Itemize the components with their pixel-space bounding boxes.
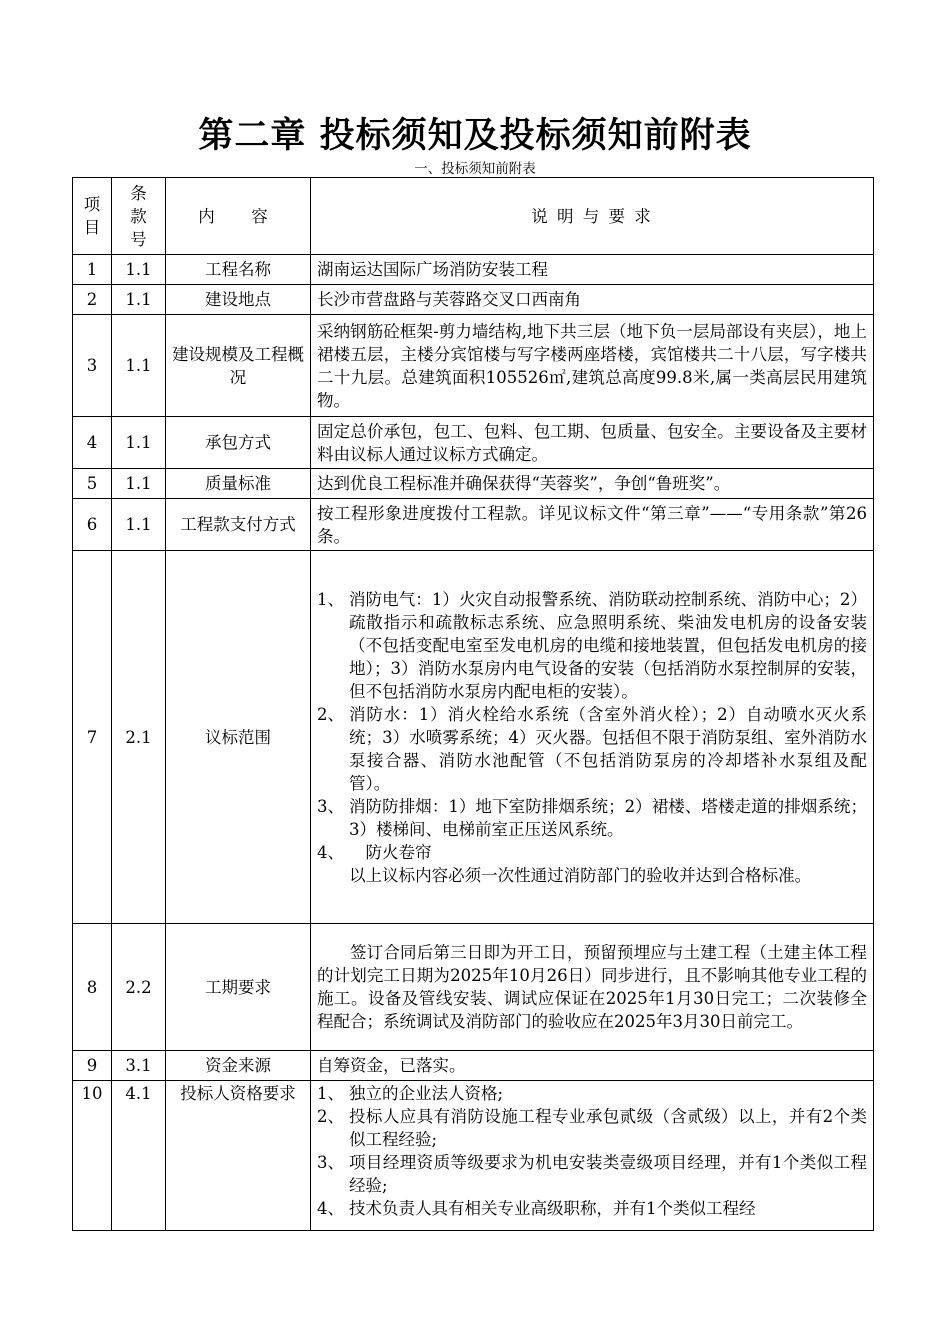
row-desc xyxy=(311,551,874,924)
header-clause-char: 条 xyxy=(130,183,147,203)
list-item-text: 技术负责人具有相关专业高级职称，并有1个类似工程经 xyxy=(349,1199,756,1218)
list-item-number: 1、 xyxy=(317,589,344,609)
row-no: 10 xyxy=(73,1081,112,1231)
header-item-char: 目 xyxy=(83,218,101,237)
list-item xyxy=(317,1197,867,1220)
table-row xyxy=(73,499,874,551)
list-item xyxy=(317,703,867,795)
table-row xyxy=(73,255,874,285)
header-desc-label: 说 明 与 要 求 xyxy=(531,206,653,226)
scope-note: 以上议标内容必须一次性通过消防部门的验收并达到合格标准。 xyxy=(349,865,812,885)
row-no: 3 xyxy=(73,315,112,417)
list-item-number: 3、 xyxy=(317,796,344,816)
bid-notice-table xyxy=(72,177,874,1231)
header-clause xyxy=(112,178,166,255)
list-item-number: 2、 xyxy=(317,704,344,724)
row-clause: 4.1 xyxy=(112,1081,166,1231)
list-item-number: 4、 xyxy=(317,1199,344,1218)
row-desc: 长沙市营盘路与芙蓉路交叉口西南角 xyxy=(311,285,874,315)
list-item-text: 独立的企业法人资格; xyxy=(349,1084,504,1103)
chapter-title: 第二章 投标须知及投标须知前附表 xyxy=(198,116,752,156)
row-no: 1 xyxy=(73,255,112,285)
header-content xyxy=(166,178,311,255)
table-row xyxy=(73,1051,874,1081)
row-clause: 2.2 xyxy=(112,924,166,1051)
table-row xyxy=(73,469,874,499)
row-desc: 固定总价承包，包工、包料、包工期、包质量、包安全。主要设备及主要材料由议标人通过议标方式确定。 xyxy=(311,417,874,469)
list-item-text: 投标人应具有消防设施工程专业承包贰级（含贰级）以上，并有2个类似工程经验; xyxy=(349,1107,867,1149)
row-name: 资金来源 xyxy=(166,1051,311,1081)
list-item xyxy=(317,795,867,841)
table-caption: 一、投标须知前附表 xyxy=(414,161,536,177)
list-item-text: 消防防排烟：1）地下室防排烟系统；2）裙楼、塔楼走道的排烟系统；3）楼梯间、电梯前室正压送风系统。 xyxy=(349,796,867,839)
list-item xyxy=(317,588,867,703)
row-desc: 湖南运达国际广场消防安装工程 xyxy=(311,255,874,285)
row-name: 工程名称 xyxy=(166,255,311,285)
row-name: 承包方式 xyxy=(166,417,311,469)
list-item-number: 2、 xyxy=(317,1107,344,1126)
row-desc xyxy=(311,1081,874,1231)
row-no: 8 xyxy=(73,924,112,1051)
list-item xyxy=(317,1151,867,1197)
row-no: 9 xyxy=(73,1051,112,1081)
table-row xyxy=(73,315,874,417)
list-item-number: 4、 xyxy=(317,842,344,862)
list-item-text: 防火卷帘 xyxy=(349,842,432,862)
row-name: 建设地点 xyxy=(166,285,311,315)
row-clause: 1.1 xyxy=(112,315,166,417)
list-item-text: 消防水：1）消火栓给水系统（含室外消火栓）；2）自动喷水灭火系统；3）水喷雾系统；4）灭火器。包括但不限于消防泵组、室外消防水泵接合器、消防水池配管（不包括消防泵房的冷却塔补水泵组及配管）。 xyxy=(349,704,867,793)
header-content-label: 内 容 xyxy=(198,206,278,226)
row-name: 建设规模及工程概况 xyxy=(166,315,311,417)
table-row xyxy=(73,924,874,1051)
row-desc: 自筹资金，已落实。 xyxy=(311,1051,874,1081)
row-clause: 1.1 xyxy=(112,417,166,469)
list-item xyxy=(317,841,867,864)
row-no: 6 xyxy=(73,499,112,551)
row-name: 工程款支付方式 xyxy=(166,499,311,551)
table-row xyxy=(73,285,874,315)
header-clause-char: 款 xyxy=(130,206,147,226)
row-name: 工期要求 xyxy=(166,924,311,1051)
list-item xyxy=(317,1082,867,1105)
list-item-text: 消防电气：1）火灾自动报警系统、消防联动控制系统、消防中心；2）疏散指示和疏散标志系统、应急照明系统、柴油发电机房的设备安装（不包括变配电室至发电机房的电缆和接地装置，但包括发电机房的接地）；3）消防水泵房内电气设备的安装（包括消防水泵控制屏的安装，但不包括消防水泵房内配电柜的安装）。 xyxy=(349,589,867,701)
row-no: 2 xyxy=(73,285,112,315)
list-item xyxy=(317,1105,867,1151)
row-desc: 签订合同后第三日即为开工日，预留预埋应与土建工程（土建主体工程的计划完工日期为2025年10月26日）同步进行，且不影响其他专业工程的施工。设备及管线安装、调试应保证在2025年1月30日完工；二次装修全程配合；系统调试及消防部门的验收应在2025年3月30日前完工。 xyxy=(311,924,874,1051)
row-clause: 1.1 xyxy=(112,499,166,551)
header-clause-char: 号 xyxy=(130,229,147,249)
header-desc xyxy=(311,178,874,255)
table-row xyxy=(73,417,874,469)
row-clause: 1.1 xyxy=(112,255,166,285)
row-no: 4 xyxy=(73,417,112,469)
row-name: 投标人资格要求 xyxy=(166,1081,311,1231)
row-name: 议标范围 xyxy=(166,551,311,924)
row-clause: 2.1 xyxy=(112,551,166,924)
row-clause: 1.1 xyxy=(112,469,166,499)
row-no: 7 xyxy=(73,551,112,924)
row-no: 5 xyxy=(73,469,112,499)
row-clause: 3.1 xyxy=(112,1051,166,1081)
list-item-text: 项目经理资质等级要求为机电安装类壹级项目经理，并有1个类似工程经验; xyxy=(349,1153,867,1195)
table-header-row xyxy=(73,178,874,255)
row-desc: 达到优良工程标准并确保获得“芙蓉奖”，争创“鲁班奖”。 xyxy=(311,469,874,499)
header-item xyxy=(73,178,112,255)
table-row xyxy=(73,551,874,924)
row-name: 质量标准 xyxy=(166,469,311,499)
table-row xyxy=(73,1081,874,1231)
row-desc: 采纳钢筋砼框架-剪力墙结构,地下共三层（地下负一层局部设有夹层），地上裙楼五层，主楼分宾馆楼与写字楼两座塔楼，宾馆楼共二十八层，写字楼共二十九层。总建筑面积105526㎡,建筑总高度99.8米,属一类高层民用建筑物。 xyxy=(311,315,874,417)
list-item-number: 1、 xyxy=(317,1084,344,1103)
row-clause: 1.1 xyxy=(112,285,166,315)
row-desc: 按工程形象进度拨付工程款。详见议标文件“第三章”——“专用条款”第26条。 xyxy=(311,499,874,551)
list-item-number: 3、 xyxy=(317,1153,344,1172)
header-item-char: 项 xyxy=(83,195,101,214)
